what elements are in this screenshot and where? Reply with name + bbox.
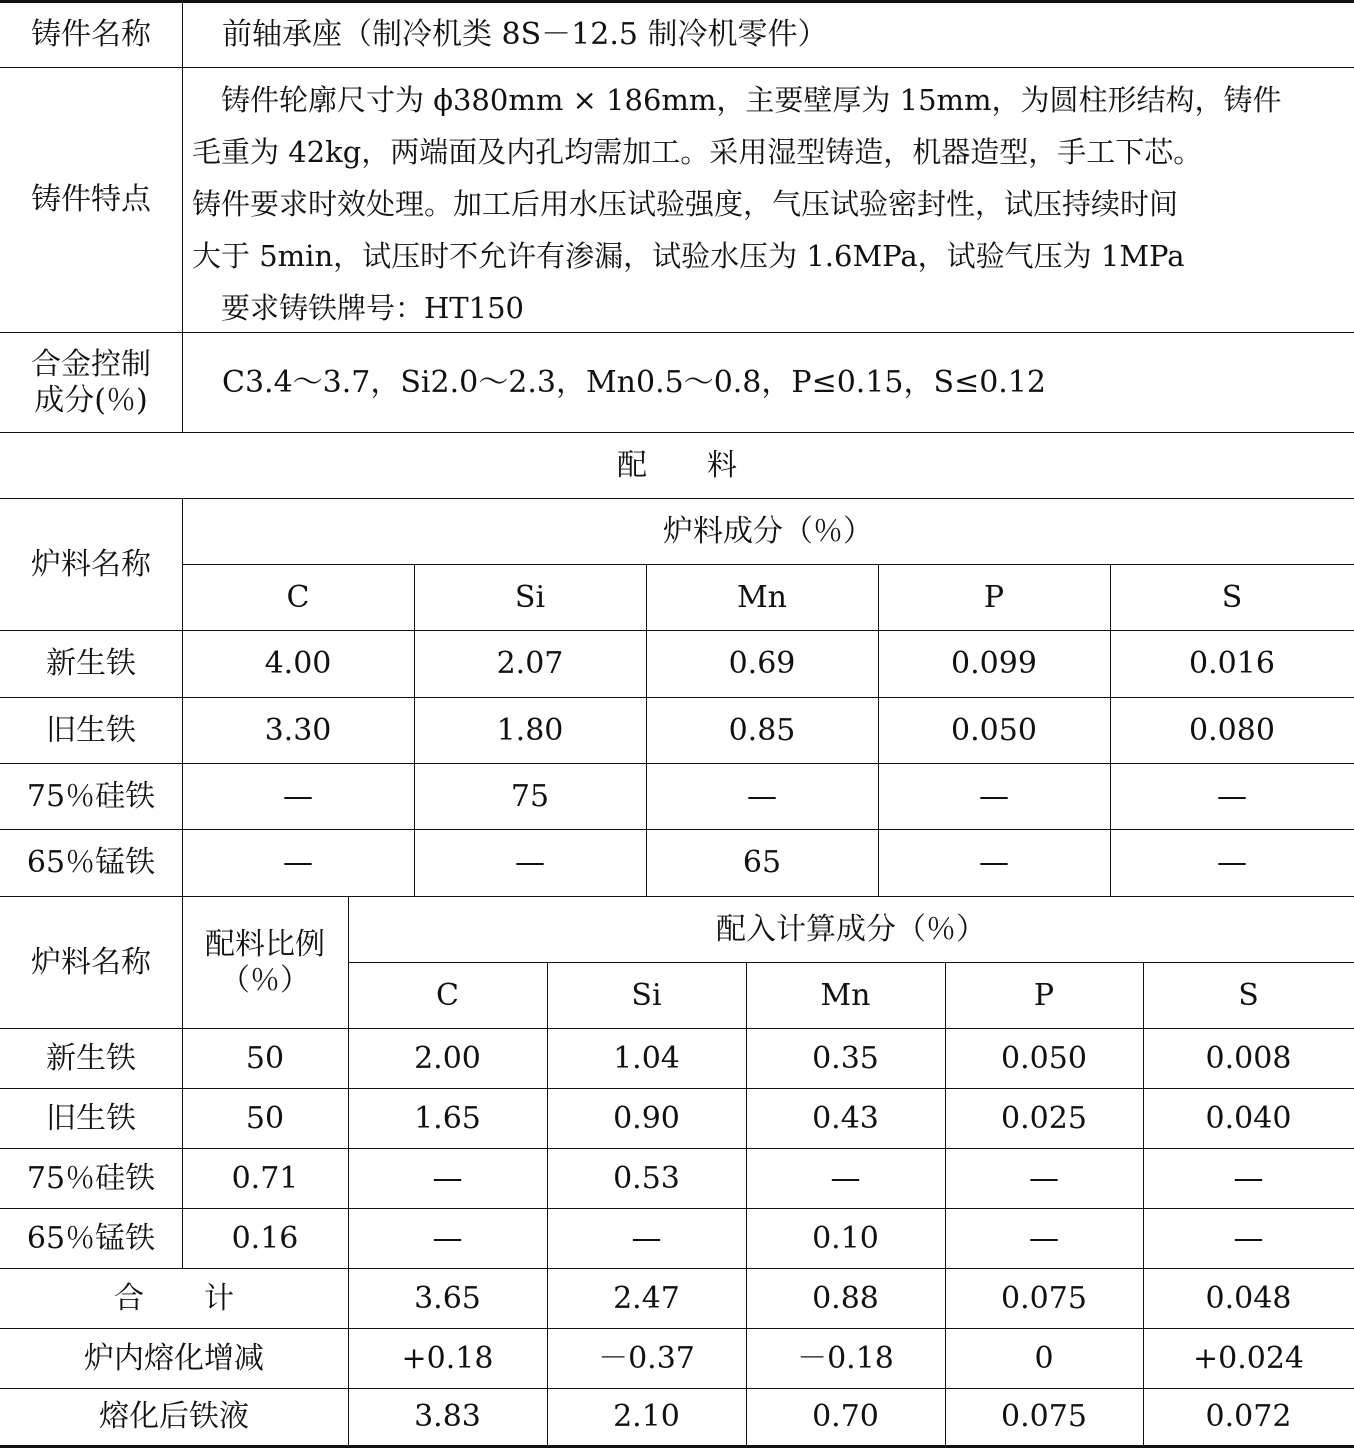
charge-cell: 0.099 [951, 646, 1037, 681]
charge-cell: — [515, 845, 545, 880]
summary-cell: 0 [1034, 1340, 1054, 1376]
calc-cell: 0.050 [1001, 1040, 1087, 1076]
summary-cell: 0.075 [1001, 1280, 1087, 1316]
calc-cell: 0.025 [1001, 1100, 1087, 1136]
summary-cell: 0.048 [1205, 1280, 1292, 1316]
calc-name-header: 炉料名称 [31, 944, 151, 980]
charge-cell: 4.00 [264, 646, 332, 681]
calc-ratio: 50 [245, 1040, 285, 1076]
charge-cell: 0.69 [728, 646, 796, 681]
charge-cell: — [979, 778, 1009, 814]
charge-col-header: P [983, 579, 1005, 615]
name-label: 铸件名称 [31, 17, 151, 52]
summary-cell: 2.10 [613, 1399, 680, 1434]
charge-cell: 75 [510, 778, 550, 814]
calc-col-header: C [436, 977, 459, 1013]
features-line: 毛重为 42kg，两端面及内孔均需加工。采用湿型铸造，机器造型，手工下芯。 [192, 135, 1203, 169]
charge-row-name: 旧生铁 [46, 712, 136, 748]
rule [182, 0, 183, 432]
calc-row-name: 新生铁 [46, 1040, 136, 1076]
charge-col-header: Mn [736, 579, 788, 615]
summary-label: 合 计 [114, 1280, 234, 1316]
summary-label: 炉内熔化增减 [84, 1340, 264, 1376]
calc-ratio-header [182, 897, 348, 1028]
calc-cell: — [1233, 1220, 1264, 1256]
calc-cell: 0.43 [812, 1100, 879, 1136]
charge-col-header: Si [514, 579, 546, 615]
alloy-label-line: 合金控制 [31, 346, 151, 382]
calc-row-name: 旧生铁 [46, 1100, 136, 1136]
calc-cell: — [830, 1160, 861, 1196]
calc-row-name: 75％硅铁 [26, 1160, 156, 1196]
charge-cell: — [283, 845, 313, 880]
charge-cell: 0.85 [728, 712, 796, 748]
section-title: 配 料 [617, 447, 737, 483]
name-value: 前轴承座（制冷机类 8S－12.5 制冷机零件） [222, 17, 828, 52]
calc-cell: 1.04 [613, 1040, 680, 1076]
features-line: 大于 5min，试压时不允许有渗漏，试验水压为 1.6MPa，试验气压为 1MPa [192, 239, 1185, 273]
features-line: 铸件轮廓尺寸为 ϕ380mm × 186mm，主要壁厚为 15mm，为圆柱形结构，铸件 [192, 83, 1282, 117]
charge-col-header: C [286, 579, 310, 615]
calc-row-name: 65％锰铁 [26, 1220, 156, 1256]
alloy-value: C3.4～3.7，Si2.0～2.3，Mn0.5～0.8，P≤0.15，S≤0.12 [222, 364, 1047, 400]
features-line: 要求铸铁牌号：HT150 [192, 291, 524, 325]
calc-cell: 0.53 [613, 1160, 680, 1196]
charge-row-name: 新生铁 [46, 646, 136, 681]
charge-col-header: S [1221, 579, 1243, 615]
summary-cell: 0.075 [1001, 1399, 1087, 1434]
summary-label: 熔化后铁液 [99, 1399, 249, 1434]
calc-cell: — [1029, 1220, 1059, 1256]
calc-ratio-header-line: 配料比例 [205, 926, 325, 962]
calc-cell: 0.35 [812, 1040, 879, 1076]
charge-row-name: 75％硅铁 [26, 778, 156, 814]
charge-cell: — [1217, 845, 1247, 880]
calc-col-header: Si [631, 977, 662, 1013]
charge-group-header: 炉料成分（％） [663, 513, 873, 549]
calc-ratio: 50 [245, 1100, 285, 1136]
features-line: 铸件要求时效处理。加工后用水压试验强度，气压试验密封性，试压持续时间 [192, 187, 1179, 221]
calc-cell: — [1029, 1160, 1059, 1196]
calc-col-header: S [1238, 977, 1259, 1013]
summary-cell: －0.18 [797, 1340, 894, 1376]
summary-cell: 2.47 [613, 1280, 680, 1316]
calc-cell: 0.040 [1205, 1100, 1292, 1136]
calc-cell: — [432, 1220, 463, 1256]
summary-cell: 0.70 [812, 1399, 879, 1434]
calc-cell: 0.008 [1205, 1040, 1292, 1076]
summary-cell: +0.18 [401, 1340, 494, 1376]
summary-cell: 0.072 [1205, 1399, 1292, 1434]
calc-cell: 0.90 [613, 1100, 680, 1136]
features-label: 铸件特点 [31, 182, 151, 217]
alloy-label-line: 成分(％) [34, 382, 148, 418]
alloy-label [0, 333, 182, 432]
charge-cell: 0.080 [1189, 712, 1275, 748]
charge-cell: — [283, 778, 313, 814]
calc-cell: 2.00 [414, 1040, 481, 1076]
calc-col-header: Mn [820, 977, 871, 1013]
summary-cell: 3.83 [414, 1399, 481, 1434]
charge-cell: 0.050 [951, 712, 1037, 748]
charge-cell: — [979, 845, 1009, 880]
charge-cell: 3.30 [264, 712, 332, 748]
charge-cell: 0.016 [1189, 646, 1275, 681]
charge-row-name: 65％锰铁 [26, 845, 156, 880]
calc-col-header: P [1033, 977, 1055, 1013]
calc-cell: — [432, 1160, 463, 1196]
charge-cell: 2.07 [496, 646, 564, 681]
calc-group-header: 配入计算成分（％） [716, 911, 986, 947]
calc-ratio: 0.16 [231, 1220, 299, 1256]
summary-cell: 0.88 [812, 1280, 879, 1316]
charge-cell: 65 [742, 845, 782, 880]
summary-cell: 3.65 [414, 1280, 481, 1316]
calc-cell: — [1233, 1160, 1264, 1196]
calc-ratio: 0.71 [231, 1160, 299, 1196]
calc-ratio-header-line: （％） [220, 962, 310, 998]
rule [0, 67, 1354, 68]
summary-cell: +0.024 [1192, 1340, 1305, 1376]
charge-cell: — [747, 778, 777, 814]
calc-cell: 1.65 [414, 1100, 481, 1136]
summary-cell: －0.37 [598, 1340, 695, 1376]
features-text [192, 74, 1352, 334]
calc-cell: 0.10 [812, 1220, 879, 1256]
charge-cell: 1.80 [496, 712, 564, 748]
charge-cell: — [1217, 778, 1247, 814]
charge-name-header: 炉料名称 [31, 546, 151, 582]
calc-cell: — [631, 1220, 662, 1256]
